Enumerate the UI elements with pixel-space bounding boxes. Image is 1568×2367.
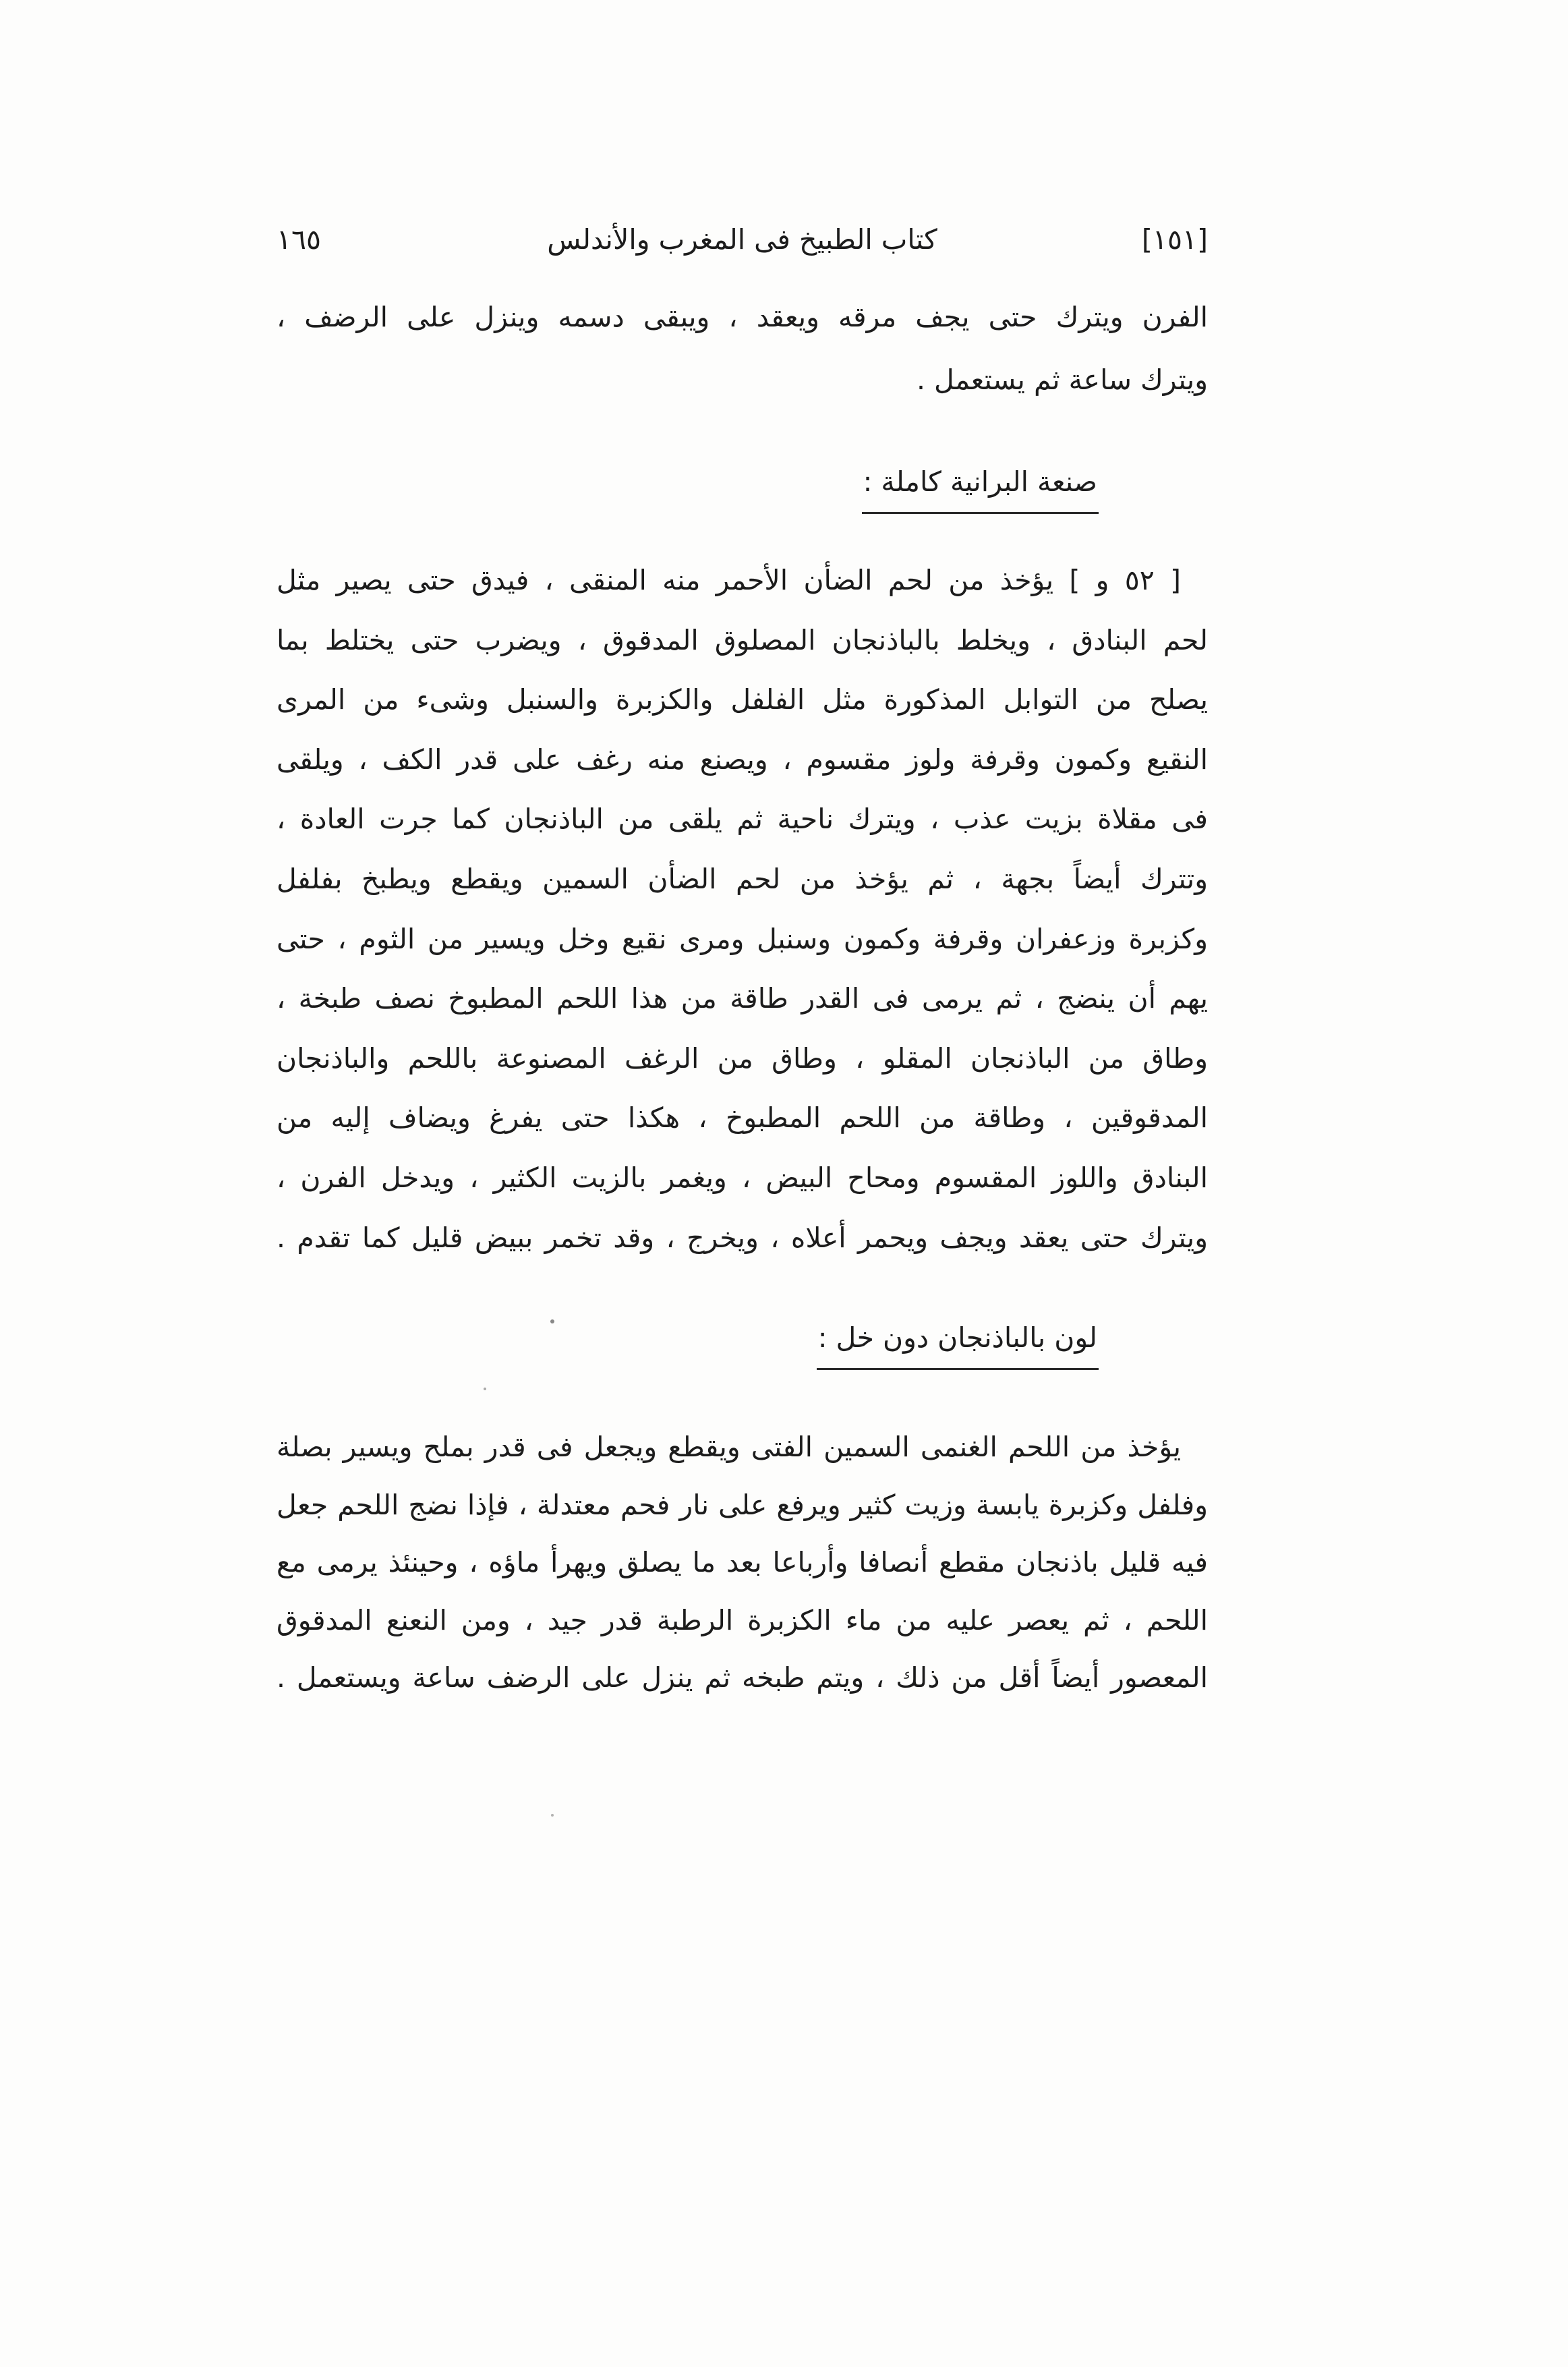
paragraph-line: ويترك ساعة ثم يستعمل . bbox=[916, 364, 1208, 396]
paragraph-line: [ ٥٢ و ] يؤخذ من لحم الضأن الأحمر منه المنقى ، فيدق حتى يصير مثل bbox=[277, 564, 1182, 596]
paragraph-line: اللحم ، ثم يعصر عليه من ماء الكزبرة الرطبة قدر جيد ، ومن النعنع المدقوق bbox=[277, 1604, 1208, 1636]
scan-speck bbox=[484, 1388, 486, 1390]
scan-speck bbox=[550, 1319, 554, 1323]
page-number: ١٦٥ bbox=[277, 223, 322, 256]
paragraph-line: وتترك أيضاً بجهة ، ثم يؤخذ من لحم الضأن السمين ويقطع ويطبخ بفلفل bbox=[277, 863, 1208, 895]
paragraph-line: فيه قليل باذنجان مقطع أنصافا وأرباعا بعد ما يصلق ويهرأ ماؤه ، وحينئذ يرمى مع bbox=[277, 1546, 1208, 1578]
paragraph-line: النقيع وكمون وقرفة ولوز مقسوم ، ويصنع منه رغف على قدر الكف ، ويلقى bbox=[277, 743, 1208, 776]
paragraph-line: المعصور أيضاً أقل من ذلك ، ويتم طبخه ثم ينزل على الرضف ساعة ويستعمل . bbox=[277, 1661, 1208, 1694]
recipe-heading: لون بالباذنجان دون خل : bbox=[817, 1308, 1099, 1370]
running-head bbox=[277, 210, 1208, 270]
paragraph-line: المدقوقين ، وطاقة من اللحم المطبوخ ، هكذا حتى يفرغ ويضاف إليه من bbox=[277, 1102, 1208, 1134]
paragraph-line: الفرن ويترك حتى يجف مرقه ويعقد ، ويبقى دسمه وينزل على الرضف ، bbox=[277, 301, 1208, 333]
paragraph-line: البنادق واللوز المقسوم ومحاح البيض ، ويغمر بالزيت الكثير ، ويدخل الفرن ، bbox=[277, 1162, 1208, 1194]
paragraph-line: وكزبرة وزعفران وقرفة وكمون وسنبل ومرى نقيع وخل ويسير من الثوم ، حتى bbox=[277, 923, 1208, 955]
paragraph-line: يصلح من التوابل المذكورة مثل الفلفل والكزبرة والسنبل وشىء من المرى bbox=[277, 683, 1208, 716]
paragraph-line: ويترك حتى يعقد ويجف ويحمر أعلاه ، ويخرج ، وقد تخمر ببيض قليل كما تقدم . bbox=[277, 1222, 1208, 1254]
paragraph-line: لحم البنادق ، ويخلط بالباذنجان المصلوق المدقوق ، ويضرب حتى يختلط بما bbox=[277, 624, 1208, 656]
recipe-heading: صنعة البرانية كاملة : bbox=[862, 452, 1099, 514]
paragraph-line: يؤخذ من اللحم الغنمى السمين الفتى ويقطع ويجعل فى قدر بملح ويسير بصلة bbox=[277, 1431, 1181, 1463]
scan-speck bbox=[551, 1814, 554, 1817]
bracketed-page-number: [١٥١] bbox=[1141, 223, 1208, 256]
book-title: كتاب الطبيخ فى المغرب والأندلس bbox=[547, 223, 937, 256]
paragraph-line: يهم أن ينضج ، ثم يرمى فى القدر طاقة من هذا اللحم المطبوخ نصف طبخة ، bbox=[277, 982, 1208, 1015]
paragraph-line: فى مقلاة بزيت عذب ، ويترك ناحية ثم يلقى من الباذنجان كما جرت العادة ، bbox=[277, 803, 1208, 835]
paragraph-line: وطاق من الباذنجان المقلو ، وطاق من الرغف المصنوعة باللحم والباذنجان bbox=[277, 1042, 1208, 1075]
paragraph-line: وفلفل وكزبرة يابسة وزيت كثير ويرفع على نار فحم معتدلة ، فإذا نضج اللحم جعل bbox=[277, 1489, 1208, 1521]
